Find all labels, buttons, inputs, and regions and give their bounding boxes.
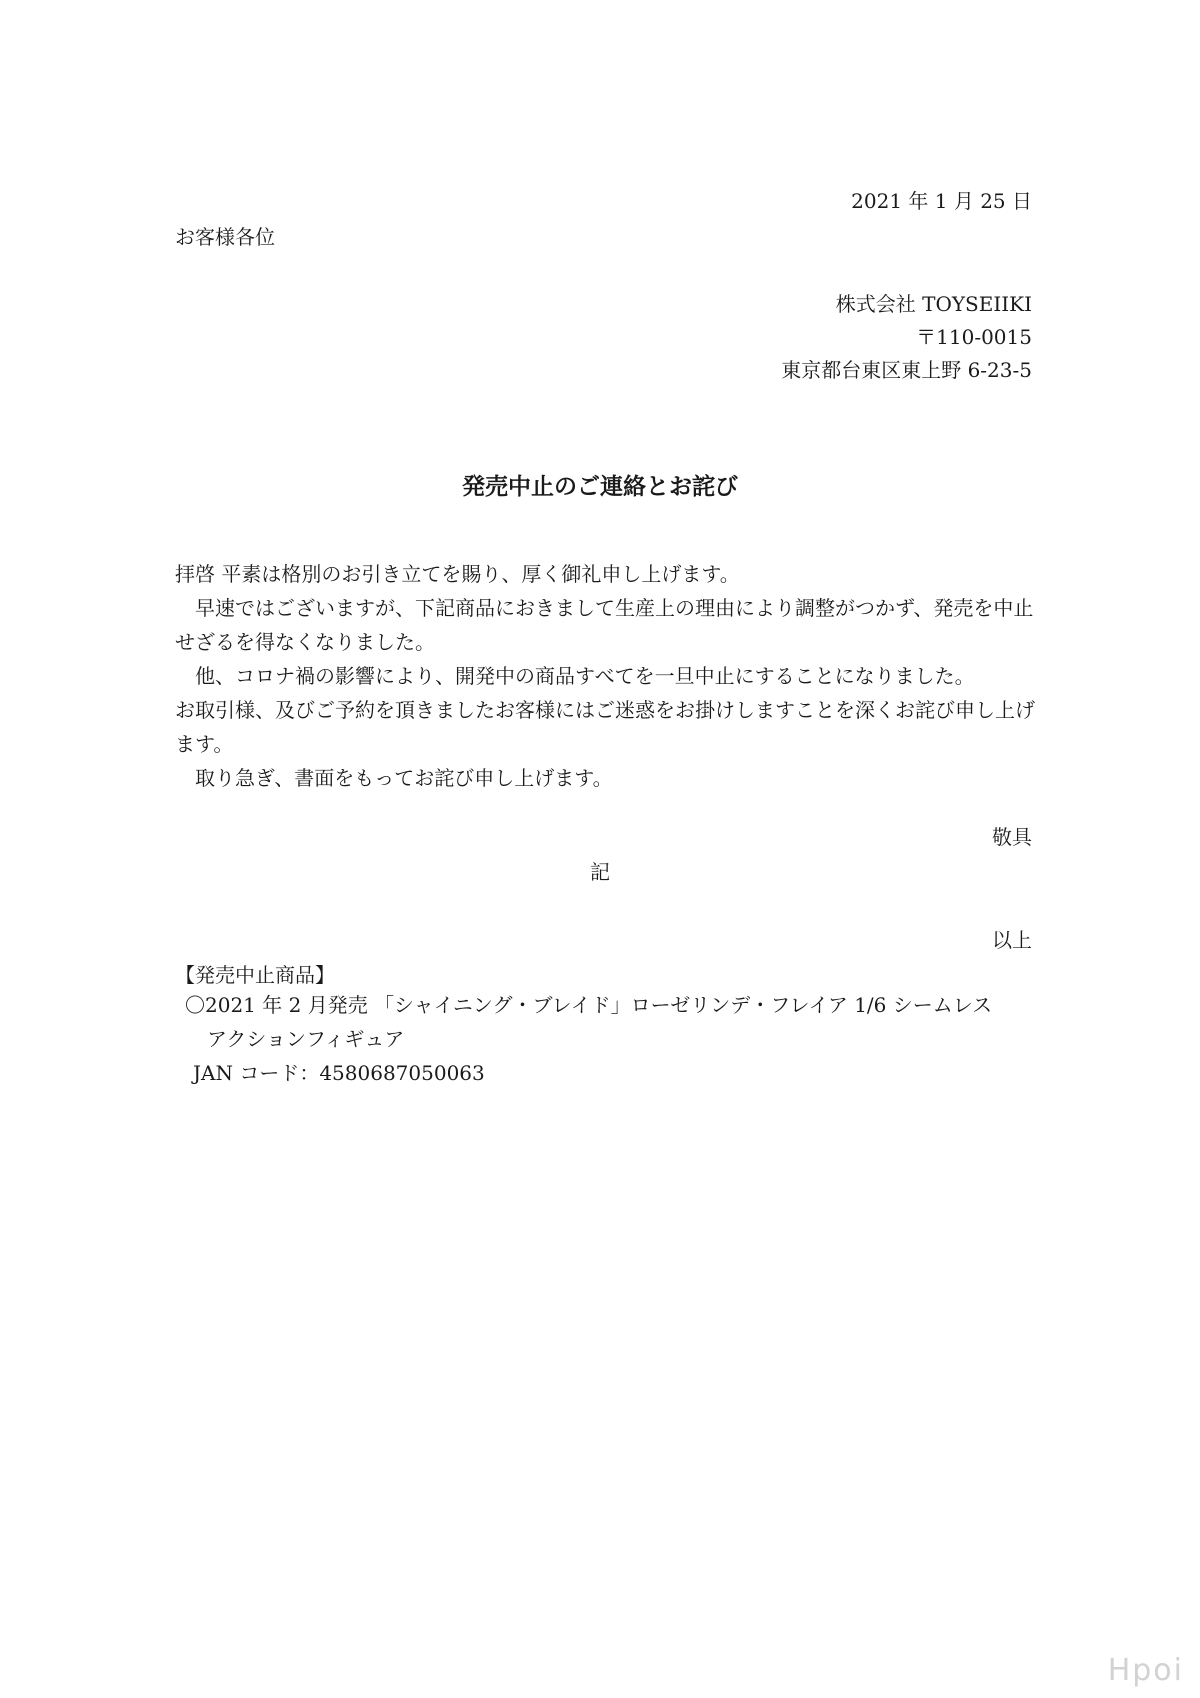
body-paragraph-3: お取引様、及びご予約を頂きましたお客様にはご迷惑をお掛けしますことを深くお詫び申し上げます。 xyxy=(175,698,1035,756)
sender-address: 東京都台東区東上野 6-23-5 xyxy=(781,358,1032,382)
letter-date: 2021 年 1 月 25 日 xyxy=(851,189,1032,213)
watermark-logo: Hpoi xyxy=(1107,1653,1184,1688)
item-title-continued: アクションフィギュア xyxy=(207,1027,405,1051)
letter-body xyxy=(175,557,1035,795)
body-paragraph-1: 早速ではございますが、下記商品におきまして生産上の理由により調整がつかず、発売を中止せざるを得なくなりました。 xyxy=(175,596,1034,654)
body-paragraph-4: 取り急ぎ、書面をもってお詫び申し上げます。 xyxy=(195,766,613,790)
sender-company: 株式会社 TOYSEIIKI xyxy=(835,292,1032,316)
recipient: お客様各位 xyxy=(175,225,275,249)
discontinued-items-list xyxy=(175,988,1035,1090)
items-heading: 【発売中止商品】 xyxy=(175,963,335,987)
closing-keigu: 敬具 xyxy=(992,825,1032,849)
item-title: 〇2021 年 2 月発売 「シャイニング・ブレイド」ローゼリンデ・フレイア 1/6 シームレス xyxy=(185,993,993,1017)
letter-title: 発売中止のご連絡とお詫び xyxy=(462,473,738,500)
ki-heading: 記 xyxy=(590,860,610,884)
body-paragraph-2: 他、コロナ禍の影響により、開発中の商品すべてを一旦中止にすることになりました。 xyxy=(195,664,975,688)
ijou: 以上 xyxy=(992,928,1032,952)
greeting: 拝啓 平素は格別のお引き立てを賜り、厚く御礼申し上げます。 xyxy=(175,562,740,586)
sender-postal: 〒110-0015 xyxy=(916,325,1032,349)
item-jan-code: JAN コード：4580687050063 xyxy=(193,1061,485,1085)
